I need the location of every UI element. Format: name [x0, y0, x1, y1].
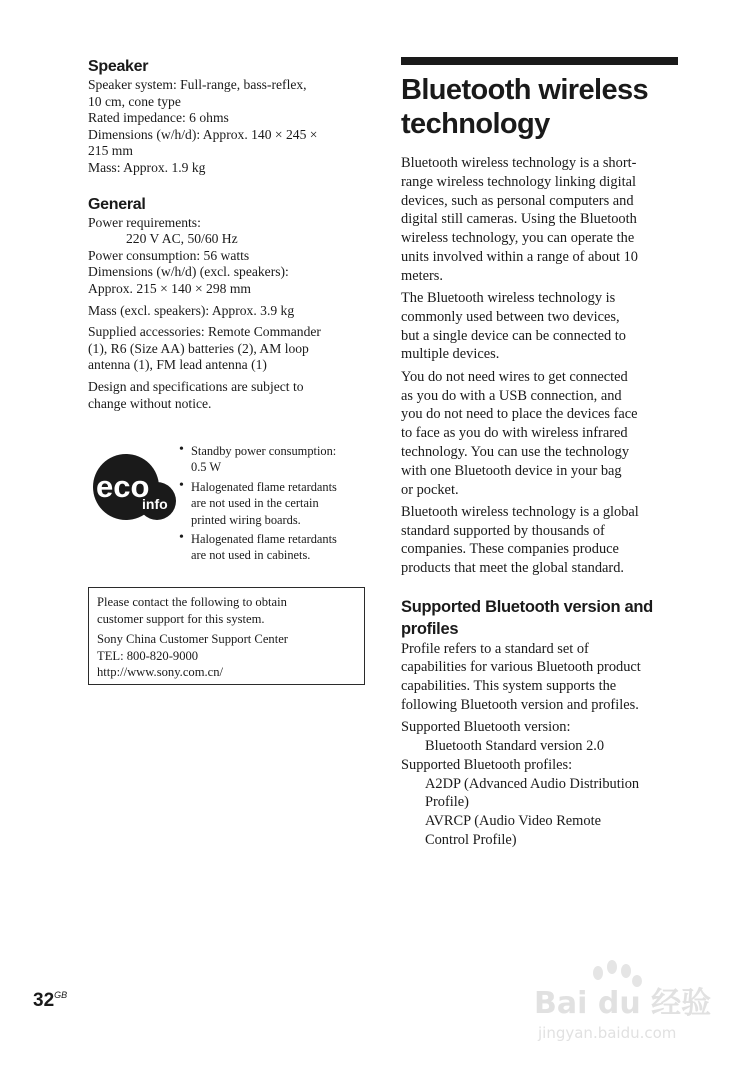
spec-line: Speaker system: Full-range, bass-reflex,: [88, 77, 307, 92]
paragraph: [401, 640, 686, 715]
eco-info-logo: [90, 447, 180, 525]
text-line: you do not need to place the devices face: [401, 406, 638, 423]
general-heading: General: [88, 195, 146, 213]
profiles-label: Supported Bluetooth profiles:: [401, 756, 573, 773]
eco-bullet-line: printed wiring boards.: [191, 512, 301, 527]
page-number-suffix: GB: [54, 990, 68, 1000]
profile-item: Control Profile): [425, 832, 517, 848]
eco-bullet: [178, 531, 370, 564]
design-note: change without notice.: [88, 395, 212, 411]
spec-line: Dimensions (w/h/d): Approx. 140 × 245 ×: [88, 126, 318, 142]
text-line: but a single device can be connected to: [401, 327, 626, 344]
text-line: meters.: [401, 267, 443, 284]
text-line: standard supported by thousands of: [401, 522, 605, 539]
accessories-line: (1), R6 (Size AA) batteries (2), AM loop: [88, 340, 309, 356]
profile-item: A2DP (Advanced Audio Distribution: [425, 775, 640, 792]
support-phone: TEL: 800-820-9000: [97, 648, 199, 663]
version-list: [401, 718, 686, 850]
eco-bullet-line: 0.5 W: [191, 460, 222, 475]
profiles-heading: [401, 596, 686, 640]
paragraph: [401, 503, 686, 578]
left-column: [88, 57, 368, 680]
eco-bullet-line: are not used in the certain: [191, 496, 319, 511]
general-specs: [88, 215, 368, 413]
speaker-specs: [88, 77, 368, 177]
eco-bullet-line: • Halogenated flame retardants: [191, 479, 337, 494]
spec-line: Rated impedance: 6 ohms: [88, 110, 229, 126]
text-line: or pocket.: [401, 481, 459, 498]
text-line: Bluetooth wireless technology is a global: [401, 503, 639, 520]
page-title: [401, 73, 648, 141]
customer-support-box: [88, 587, 365, 685]
mass-line: Mass (excl. speakers): Approx. 3.9 kg: [88, 302, 295, 318]
spec-line: 215 mm: [88, 143, 133, 159]
support-url[interactable]: http://www.sony.com.cn/: [97, 665, 224, 680]
text-line: Profile refers to a standard set of: [401, 640, 589, 657]
baidu-watermark: [520, 955, 720, 1050]
eco-bullet-line: are not used in cabinets.: [191, 548, 311, 563]
eco-bullet: [178, 443, 370, 476]
text-line: with one Bluetooth device in your bag: [401, 462, 622, 479]
text-line: capabilities. This system supports the: [401, 678, 617, 695]
text-line: multiple devices.: [401, 346, 500, 363]
body-text: [401, 154, 686, 853]
eco-bullet-line: • Halogenated flame retardants: [191, 532, 337, 547]
watermark-main-text: Bai du 经验: [534, 986, 712, 1021]
paragraph: [401, 368, 686, 500]
paragraph: [401, 289, 686, 364]
watermark-url-text: jingyan.baidu.com: [538, 1024, 677, 1042]
title-line: Bluetooth wireless: [401, 74, 649, 106]
eco-logo-text: eco: [96, 469, 150, 504]
profile-item: AVRCP (Audio Video Remote: [425, 813, 601, 830]
version-value: Bluetooth Standard version 2.0: [425, 738, 605, 755]
eco-bullet-line: • Standby power consumption:: [191, 444, 337, 458]
spec-line: Mass: Approx. 1.9 kg: [88, 159, 206, 175]
text-line: companies. These companies produce: [401, 541, 619, 558]
text-line: capabilities for various Bluetooth product: [401, 659, 641, 676]
text-line: products that meet the global standard.: [401, 560, 624, 577]
design-note: Design and specifications are subject to: [88, 378, 304, 394]
title-rule: [401, 57, 678, 65]
text-line: wireless technology, you can operate the: [401, 230, 635, 247]
page-number-value: 32: [33, 990, 55, 1011]
title-line: technology: [401, 108, 550, 140]
text-line: following Bluetooth version and profiles.: [401, 696, 639, 713]
version-label: Supported Bluetooth version:: [401, 719, 571, 736]
power-req-value: 220 V AC, 50/60 Hz: [126, 231, 238, 247]
text-line: digital still cameras. Using the Bluetooth: [401, 211, 637, 228]
spec-line: Dimensions (w/h/d) (excl. speakers):: [88, 264, 289, 280]
text-line: units involved within a range of about 10: [401, 248, 639, 265]
eco-bullet-list: [178, 443, 370, 567]
eco-bullet: [178, 479, 370, 528]
text-line: range wireless technology linking digital: [401, 173, 636, 190]
text-line: The Bluetooth wireless technology is: [401, 290, 616, 307]
accessories-line: Supplied accessories: Remote Commander: [88, 324, 321, 340]
text-line: to face as you do with wireless infrared: [401, 425, 628, 442]
speaker-heading: Speaker: [88, 58, 149, 75]
support-center-name: Sony China Customer Support Center: [97, 632, 288, 647]
text-line: commonly used between two devices,: [401, 308, 620, 325]
heading-line: Supported Bluetooth version and: [401, 597, 653, 616]
spec-line: 10 cm, cone type: [88, 93, 181, 109]
profile-item: Profile): [425, 794, 469, 811]
text-line: devices, such as personal computers and: [401, 192, 634, 209]
paragraph: [401, 154, 686, 286]
spec-line: Approx. 215 × 140 × 298 mm: [88, 280, 251, 296]
accessories-line: antenna (1), FM lead antenna (1): [88, 357, 267, 373]
text-line: as you do with a USB connection, and: [401, 387, 622, 404]
contact-intro: Please contact the following to obtain: [97, 595, 287, 609]
heading-line: profiles: [401, 619, 459, 638]
paw-icon: [593, 960, 642, 987]
text-line: You do not need wires to get connected: [401, 368, 628, 385]
spec-line: Power consumption: 56 watts: [88, 247, 250, 263]
power-req-label: Power requirements:: [88, 214, 201, 230]
eco-info-block: [88, 443, 368, 573]
text-line: technology. You can use the technology: [401, 443, 630, 460]
info-logo-text: info: [142, 496, 168, 512]
contact-intro: customer support for this system.: [97, 611, 265, 626]
page-number: [33, 990, 67, 1012]
text-line: Bluetooth wireless technology is a short-: [401, 155, 637, 171]
